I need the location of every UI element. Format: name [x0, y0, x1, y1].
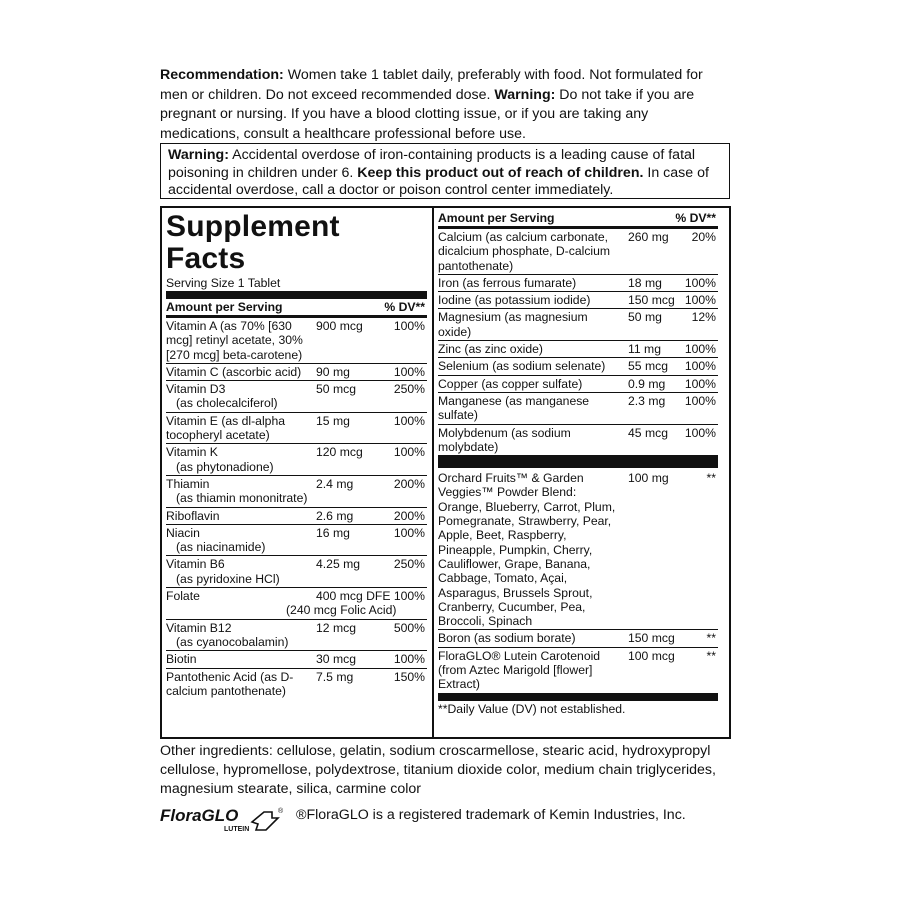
column-divider: [432, 208, 434, 737]
nutrient-amount: 2.4 mg: [316, 476, 354, 491]
nutrient-amount: 12 mcg: [316, 620, 356, 635]
nutrient-row: [438, 376, 718, 393]
nutrient-name: Vitamin E (as dl-alpha tocopheryl acetate): [166, 413, 286, 443]
nutrient-name: Copper (as copper sulfate): [438, 376, 583, 391]
nutrient-dv: 100%: [393, 589, 425, 604]
nutrient-source: (as niacinamide): [176, 540, 266, 555]
nutrient-row: [166, 318, 427, 364]
nutrient-dv: 100%: [393, 364, 425, 379]
nutrient-dv: 250%: [393, 557, 425, 572]
bottom-thick-rule: [438, 693, 718, 701]
nutrient-name: Magnesium (as magnesium oxide): [438, 310, 588, 339]
nutrient-name: Molybdenum (as sodium molybdate): [438, 425, 571, 454]
nutrient-name: Vitamin B6: [166, 557, 225, 572]
amount-header: Amount per Serving % DV**: [166, 300, 425, 314]
nutrient-name: Zinc (as zinc oxide): [438, 342, 543, 357]
nutrient-dv: 100%: [684, 359, 716, 374]
nutrient-source: (as thiamin mononitrate): [176, 491, 308, 506]
nutrient-name: Vitamin D3: [166, 382, 226, 397]
nutrient-source: (as cholecalciferol): [176, 396, 278, 411]
nutrient-name: Vitamin C (ascorbic acid): [166, 364, 302, 379]
nutrient-name: Biotin: [166, 652, 197, 667]
iron-warning-box: Warning: Accidental overdose of iron-containing products is a leading cause of fatal poisoning in children under 6. Keep this product out of reach of children. In case of accidental overdose, call a doctor or poison control center immediately.: [160, 143, 730, 199]
nutrient-row: [166, 444, 427, 476]
dv-header: % DV**: [384, 300, 425, 314]
blend-row: Orchard Fruits™ & Garden Veggies™ Powder Blend: Orange, Blueberry, Carrot, Plum, Pomegranate, Strawberry, Pear, Apple, Beet, Raspberry, Pineapple, Pumpkin, Cherry, Cauliflower, Grape, Banana, Cabbage, Tomato, Açai, Asparagus, Brussels Sprout, Cranberry, Cucumber, Pea, Broccoli, Spinach 100 mg **: [438, 468, 718, 630]
nutrient-name: Thiamin: [166, 476, 210, 491]
nutrient-dv: 200%: [393, 508, 425, 523]
nutrient-name: Vitamin K: [166, 445, 218, 460]
nutrient-amount: 16 mg: [316, 525, 350, 540]
logo-leaf-icon: [252, 812, 278, 830]
nutrient-name: Iodine (as potassium iodide): [438, 293, 591, 308]
nutrient-row: [438, 229, 718, 275]
supplement-facts-panel: [160, 206, 731, 739]
nutrient-dv: 200%: [393, 476, 425, 491]
facts-title: Supplement Facts: [166, 210, 340, 275]
nutrient-name: Manganese (as manganese sulfate): [438, 393, 590, 423]
nutrient-dv: 100%: [393, 445, 425, 460]
nutrient-dv: 500%: [393, 620, 425, 635]
nutrient-dv: 100%: [684, 275, 716, 290]
nutrient-row: [438, 292, 718, 309]
nutrient-amount: 55 mcg: [628, 359, 668, 374]
dv-footnote: **Daily Value (DV) not established.: [438, 701, 626, 716]
nutrient-dv: 12%: [691, 310, 716, 325]
left-nutrient-list: [166, 318, 427, 699]
facts-left-column: [166, 208, 427, 699]
nutrient-row: [166, 588, 427, 620]
nutrient-source: (as cyanocobalamin): [176, 634, 289, 649]
thick-rule-right: [438, 455, 718, 468]
nutrient-row: [438, 358, 718, 375]
lutein-row: FloraGLO® Lutein Carotenoid (from Aztec Marigold [flower] Extract) 100 mcg **: [438, 648, 716, 692]
other-ingredients: Other ingredients: cellulose, gelatin, sodium croscarmellose, stearic acid, hydroxypropyl cellulose, hypromellose, polydextrose, titanium dioxide color, medium chain triglycerides, magnesium stearate, silica, carmine color: [160, 743, 716, 797]
nutrient-dv: 100%: [684, 376, 716, 391]
nutrient-amount: 90 mg: [316, 364, 350, 379]
recommendation-text: Recommendation: Women take 1 tablet daily, preferably with food. Not formulated for men or children. Do not exceed recommended dose. Warning: Do not take if you are pregnant or nursing. If you have a blood clotting issue, or if you are taking any medications, consult a healthcare professional before use.: [160, 67, 703, 142]
nutrient-dv: 100%: [393, 525, 425, 540]
nutrient-amount: 400 mcg DFE: [316, 589, 391, 604]
facts-right-column: [438, 208, 718, 716]
logo-registered-mark: ®: [278, 808, 284, 815]
nutrient-row: [438, 393, 718, 425]
nutrient-name: Riboflavin: [166, 508, 220, 523]
nutrient-row: [166, 364, 427, 381]
nutrient-source: (as phytonadione): [176, 459, 274, 474]
nutrient-row: [166, 413, 427, 445]
nutrient-row: [166, 620, 427, 652]
nutrient-amount: 11 mg: [628, 342, 661, 357]
logo-brand-text: FloraGLO: [160, 806, 239, 825]
boron-row: Boron (as sodium borate) 150 mcg **: [438, 630, 718, 647]
nutrient-dv: 100%: [393, 652, 425, 667]
nutrient-row: [166, 381, 427, 413]
nutrient-amount: 50 mg: [628, 310, 662, 325]
nutrient-amount: 2.6 mg: [316, 508, 354, 523]
floraglo-logo-graphic: [160, 804, 288, 834]
nutrient-row: [438, 275, 718, 292]
nutrient-name: Iron (as ferrous fumarate): [438, 275, 577, 290]
nutrient-name: Vitamin A (as 70% [630 mcg] retinyl acetate, 30% [270 mcg] beta-carotene): [166, 319, 303, 362]
dv-header-right: % DV**: [675, 211, 716, 225]
nutrient-amount: 260 mg: [628, 230, 669, 244]
nutrient-amount: 0.9 mg: [628, 376, 666, 391]
nutrient-amount: 120 mcg: [316, 445, 363, 460]
nutrient-amount: 4.25 mg: [316, 557, 361, 572]
nutrient-name: Calcium (as calcium carbonate, dicalcium phosphate, D-calcium pantothenate): [438, 230, 611, 273]
nutrient-name: Pantothenic Acid (as D-calcium pantothenate): [166, 669, 294, 698]
logo-sub-text: LUTEIN: [224, 826, 250, 833]
nutrient-dv: 20%: [691, 230, 716, 244]
nutrient-amount: 2.3 mg: [628, 393, 666, 408]
nutrient-amount: 7.5 mg: [316, 669, 354, 684]
right-nutrient-list: [438, 229, 718, 455]
nutrient-row: [438, 425, 718, 456]
nutrient-dv: 100%: [684, 293, 716, 308]
nutrient-dv: 100%: [393, 319, 425, 333]
floraglo-logo: [160, 804, 288, 834]
serving-size: Serving Size 1 Tablet: [166, 276, 281, 290]
nutrient-name: Niacin: [166, 525, 200, 540]
nutrient-row: [166, 476, 427, 508]
nutrient-amount: 15 mg: [316, 413, 350, 428]
nutrient-dv: 100%: [684, 342, 716, 357]
nutrient-name: Selenium (as sodium selenate): [438, 359, 606, 374]
nutrient-amount: 18 mg: [628, 275, 662, 290]
thick-rule: [166, 291, 427, 299]
nutrient-name: Folate: [166, 589, 200, 604]
nutrient-amount: 50 mcg: [316, 382, 356, 397]
nutrient-amount: 30 mcg: [316, 652, 356, 667]
amount-header-right: Amount per Serving % DV**: [438, 211, 716, 225]
nutrient-dv: 100%: [684, 425, 716, 440]
nutrient-row: [166, 525, 427, 557]
nutrient-row: [166, 508, 427, 525]
nutrient-dv: 100%: [684, 393, 716, 408]
nutrient-row: [438, 309, 718, 341]
nutrient-row: [166, 556, 427, 588]
nutrient-row: [438, 341, 718, 358]
nutrient-dv: 100%: [393, 413, 425, 428]
nutrient-source: (as pyridoxine HCl): [176, 571, 280, 586]
nutrient-amount: 150 mcg: [628, 293, 675, 308]
nutrient-source: (240 mcg Folic Acid): [286, 603, 397, 618]
nutrient-name: Vitamin B12: [166, 620, 232, 635]
nutrient-amount: 45 mcg: [628, 425, 668, 440]
nutrient-amount: 900 mcg: [316, 319, 363, 333]
nutrient-row: [166, 651, 427, 668]
nutrient-row: [166, 669, 427, 700]
nutrient-dv: 250%: [393, 382, 425, 397]
trademark-notice: ®FloraGLO is a registered trademark of Kemin Industries, Inc.: [296, 807, 686, 823]
nutrient-dv: 150%: [393, 669, 425, 684]
